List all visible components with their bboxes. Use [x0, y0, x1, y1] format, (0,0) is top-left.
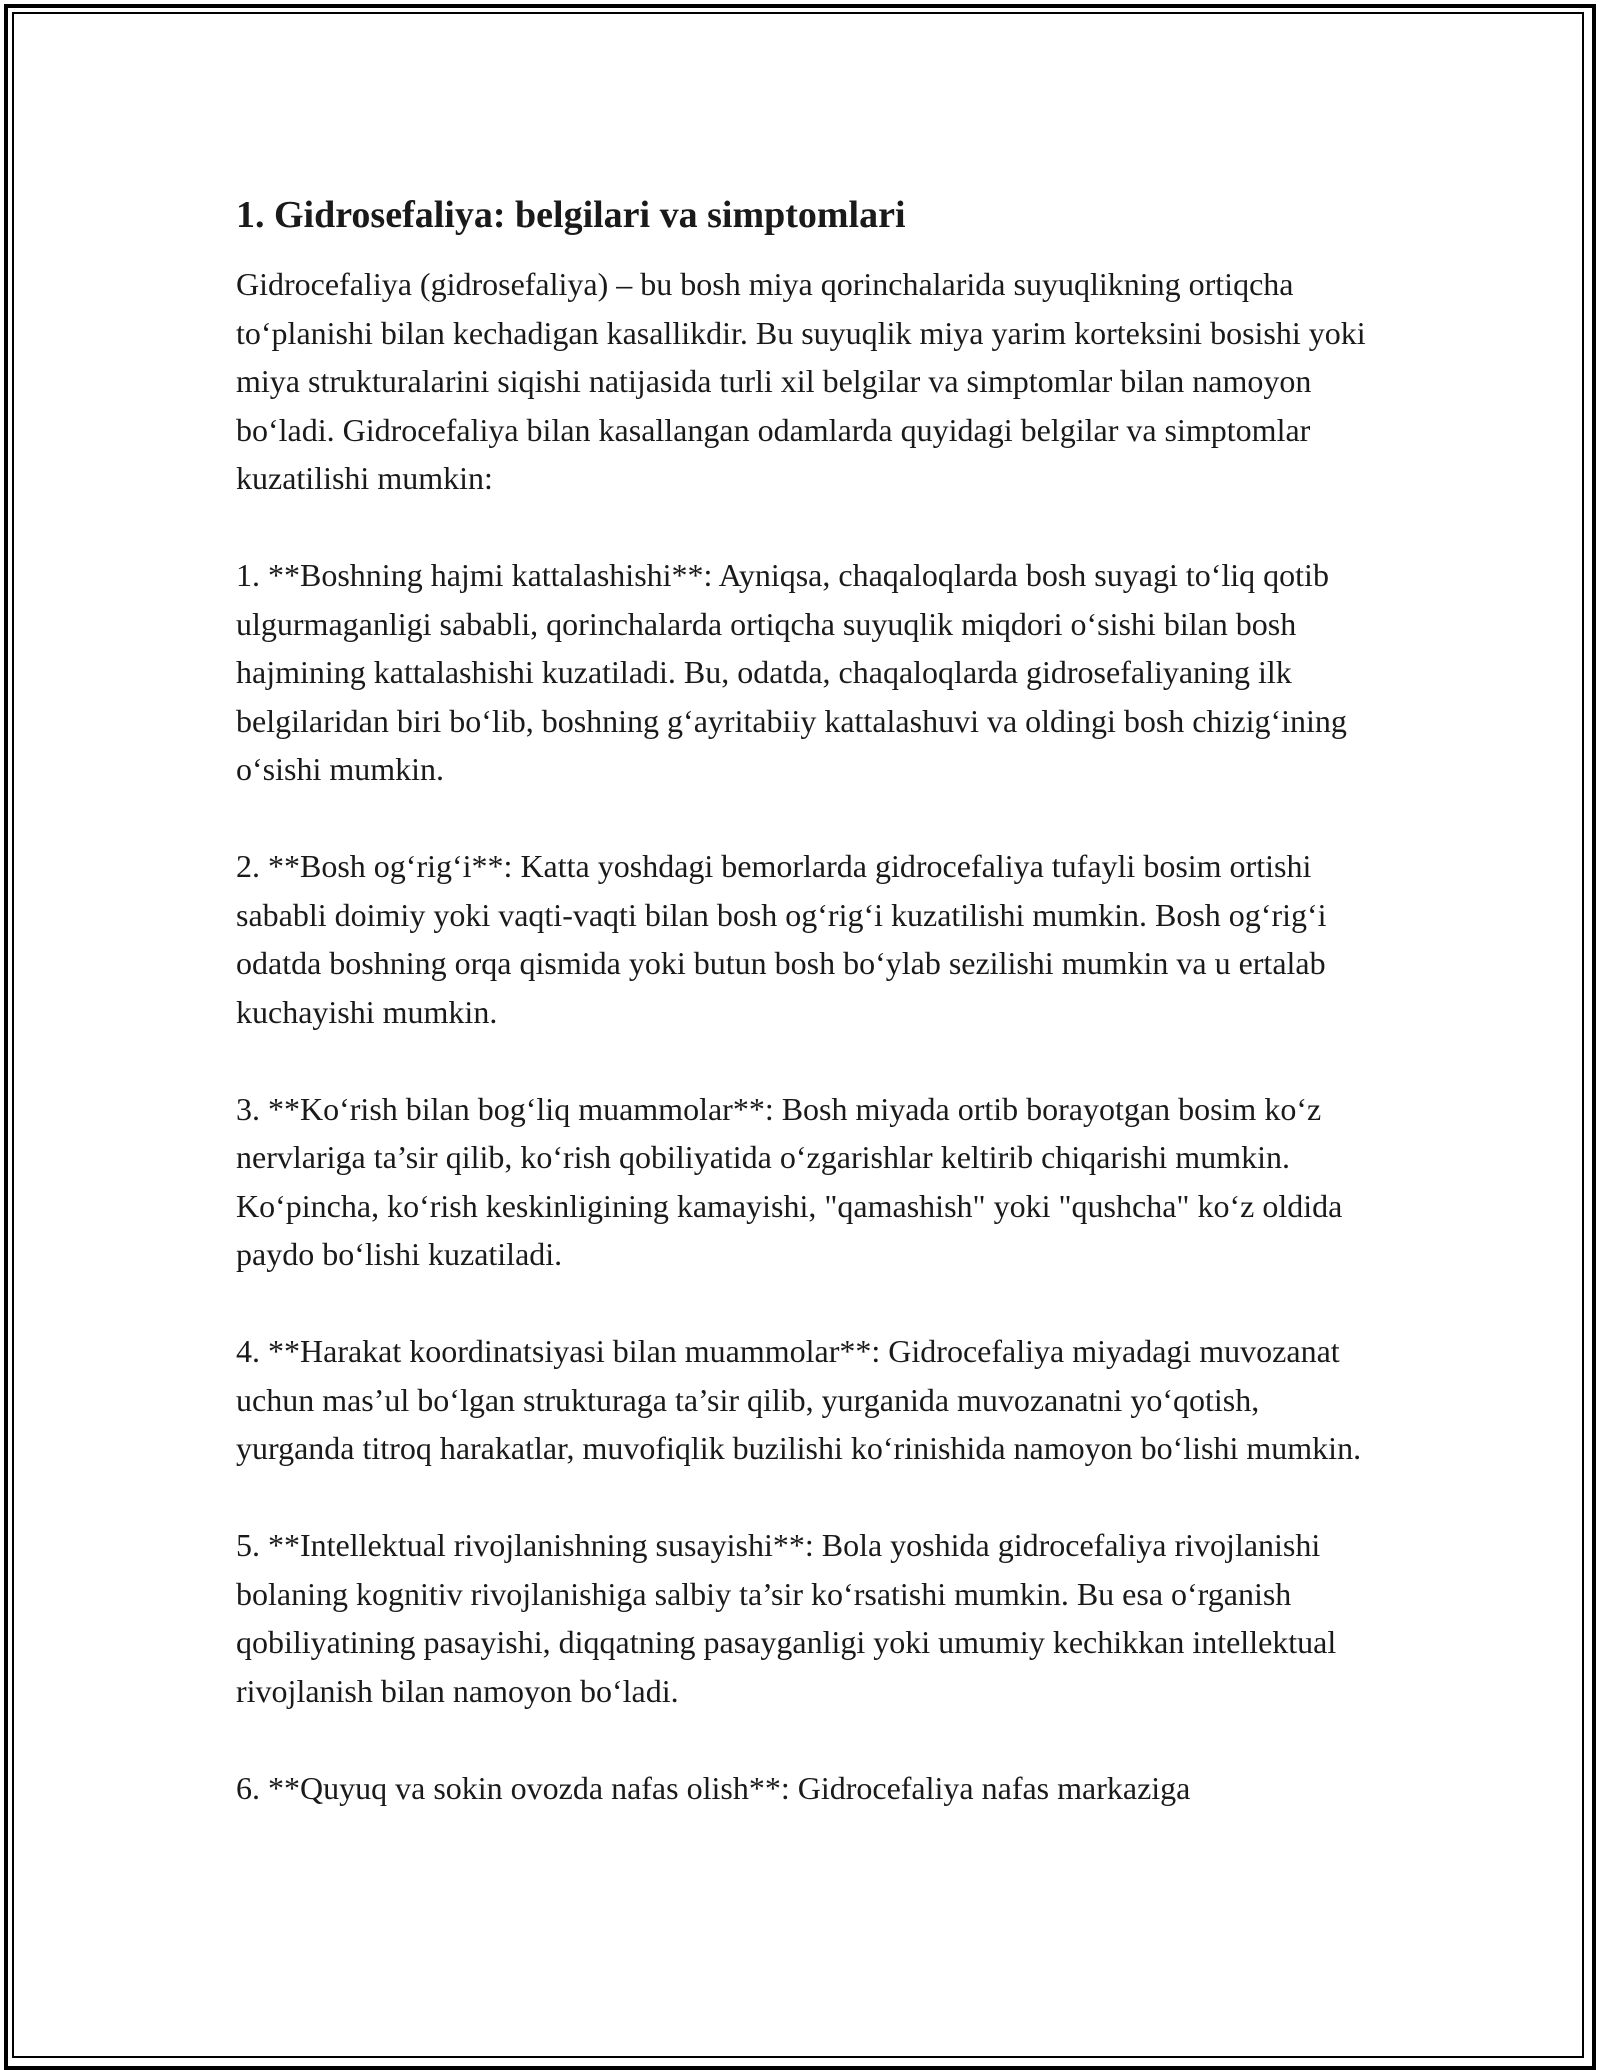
intro-paragraph: Gidrocefaliya (gidrosefaliya) – bu bosh miya qorinchalarida suyuqlikning ortiqcha to‘planishi bilan kechadigan kasallikdir. Bu suyuqlik miya yarim korteksini bosishi yoki miya strukturalarini siqishi natijasida turli xil belgilar va simptomlar bilan namoyon bo‘ladi. Gidrocefaliya bilan kasallangan odamlarda quyidagi belgilar va simptomlar kuzatilishi mumkin: [236, 266, 1366, 496]
page-title: 1. Gidrosefaliya: belgilari va simptomlari [236, 194, 906, 236]
list-item-1: 1. **Boshning hajmi kattalashishi**: Ayniqsa, chaqaloqlarda bosh suyagi to‘liq qotib ulgurmaganligi sababli, qorinchalarda ortiqcha suyuqlik miqdori o‘sishi bilan bosh hajmining kattalashishi kuzatiladi. Bu, odatda, chaqaloqlarda gidrosefaliyaning ilk belgilaridan biri bo‘lib, boshning g‘ayritabiiy kattalashuvi va oldingi bosh chizig‘ining o‘sishi mumkin. [236, 557, 1347, 787]
list-item-2: 2. **Bosh og‘rig‘i**: Katta yoshdagi bemorlarda gidrocefaliya tufayli bosim ortishi sababli doimiy yoki vaqti-vaqti bilan bosh og‘rig‘i kuzatilishi mumkin. Bosh og‘rig‘i odatda boshning orqa qismida yoki butun bosh bo‘ylab sezilishi mumkin va u ertalab kuchayishi mumkin. [236, 848, 1327, 1030]
list-item-5: 5. **Intellektual rivojlanishning susayishi**: Bola yoshida gidrocefaliya rivojlanishi bolaning kognitiv rivojlanishiga salbiy ta’sir ko‘rsatishi mumkin. Bu esa o‘rganish qobiliyatining pasayishi, diqqatning pasayganligi yoki umumiy kechikkan intellektual rivojlanish bilan namoyon bo‘ladi. [236, 1527, 1337, 1709]
document-body [236, 180, 1376, 1861]
list-item-3: 3. **Ko‘rish bilan bog‘liq muammolar**: Bosh miyada ortib borayotgan bosim ko‘z nervlariga ta’sir qilib, ko‘rish qobiliyatida o‘zgarishlar keltirib chiqarishi mumkin. Ko‘pincha, ko‘rish keskinligining kamayishi, "qamashish" yoki "qushcha" ko‘z oldida paydo bo‘lishi kuzatiladi. [236, 1090, 1343, 1272]
list-item-4: 4. **Harakat koordinatsiyasi bilan muammolar**: Gidrocefaliya miyadagi muvozanat uchun mas’ul bo‘lgan strukturaga ta’sir qilib, yurganida muvozanatni yo‘qotish, yurganda titroq harakatlar, muvofiqlik buzilishi ko‘rinishida namoyon bo‘lishi mumkin. [236, 1333, 1362, 1466]
list-item-6: 6. **Quyuq va sokin ovozda nafas olish**: Gidrocefaliya nafas markaziga [236, 1769, 1191, 1806]
